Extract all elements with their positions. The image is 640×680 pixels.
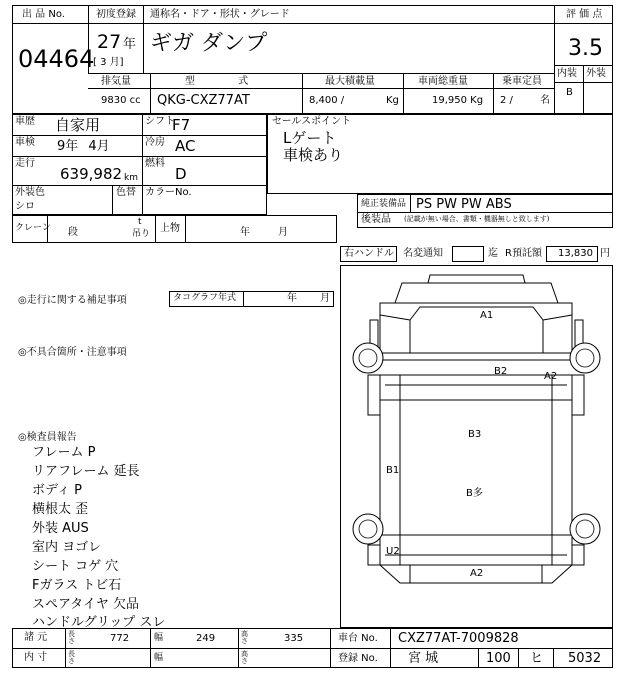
divider [390, 628, 391, 668]
body-month: 月 [278, 227, 288, 238]
aftermarket-label: 後装品 [361, 214, 391, 225]
width-value: 249 [196, 633, 216, 644]
height-value: 335 [284, 633, 304, 644]
divider [238, 628, 239, 668]
inspector-line: シート コゲ 穴 [32, 559, 119, 574]
inner-dimensions-label: 内 寸 [24, 652, 48, 663]
damage-mark: U2 [386, 546, 400, 557]
model-code: QKG-CXZ77AT [157, 93, 250, 108]
sales-point-line: Lゲート [283, 129, 337, 147]
divider [12, 648, 613, 649]
chassis-number: CXZ77AT-7009828 [398, 631, 519, 646]
crane-stage: 段 [68, 227, 78, 238]
plate-number: 5032 [568, 651, 602, 666]
tachograph-month: 月 [320, 293, 330, 304]
divider [112, 185, 113, 215]
inspector-line: 室内 ヨゴレ [32, 540, 102, 555]
width-label: 幅 [154, 633, 164, 643]
model-code-label: 型 式 [185, 76, 249, 87]
inspector-line: ボディ P [32, 483, 82, 498]
inner-width-label: 幅 [154, 653, 164, 663]
divider [88, 23, 554, 24]
shift-value: F7 [172, 116, 191, 134]
recycle-amount: 13,830 [558, 248, 593, 259]
color-change-label: 色替 [116, 187, 136, 198]
divider [330, 628, 331, 668]
driving-notes-label: ◎走行に関する補足事項 [18, 295, 127, 306]
chassis-label: 車台 No. [338, 633, 378, 644]
divider [155, 215, 156, 243]
ac-label: 冷房 [145, 137, 165, 148]
divider [88, 73, 554, 74]
divider [185, 215, 186, 243]
damage-mark: A2 [544, 371, 558, 382]
divider [12, 23, 88, 24]
standard-equipment-label: 純正装備品 [361, 199, 407, 209]
recycle-label: R預託額 [505, 248, 542, 259]
tax-until-label: 迄 [488, 248, 498, 259]
divider [403, 73, 404, 114]
divider [243, 291, 244, 307]
interior-grade-label: 内装 [557, 68, 577, 79]
gross-weight-label: 車両総重量 [418, 76, 468, 87]
mileage-unit: km [124, 173, 138, 183]
history-value: 自家用 [55, 116, 101, 134]
standard-equipment: PS PW PW ABS [416, 197, 512, 212]
yen-label: 円 [600, 248, 610, 259]
fuel-value: D [175, 165, 187, 183]
name-change-box [452, 246, 484, 262]
divider [357, 212, 613, 213]
length-value: 772 [110, 633, 130, 644]
details-frame [12, 114, 267, 215]
divider [554, 5, 555, 114]
divider [143, 23, 144, 73]
grade-score: 3.5 [568, 36, 603, 61]
vehicle-name-label: 通称名・ドア・形状・グレード [150, 9, 290, 20]
damage-mark: A2 [470, 568, 484, 579]
registration-year: 27 [97, 31, 122, 53]
divider [583, 65, 584, 114]
grade-label: 評 価 点 [566, 9, 603, 20]
inspector-line: スペアタイヤ 欠品 [32, 597, 139, 612]
name-change-label: 名変通知 [403, 248, 443, 259]
interior-grade: B [566, 87, 573, 98]
max-load-unit: Kg [386, 95, 399, 106]
gross-weight: 19,950 Kg [432, 95, 484, 106]
plate-class: 100 [486, 651, 511, 666]
inspector-line: リアフレーム 延長 [32, 464, 140, 479]
damage-mark: A1 [480, 310, 494, 321]
max-load: 8,400 / [309, 95, 345, 106]
height-label: 高さ [241, 630, 248, 645]
registration-year-unit: 年 [123, 37, 137, 52]
model-name: ギガ ダンプ [150, 31, 268, 56]
divider [88, 88, 554, 89]
dimensions-label: 諸 元 [24, 632, 48, 643]
body-year: 年 [240, 227, 250, 238]
length-label: 長さ [68, 630, 75, 645]
divider [554, 23, 613, 24]
divider [143, 5, 144, 23]
divider [12, 185, 267, 186]
displacement-label: 排気量 [101, 76, 131, 87]
history-label: 車歴 [15, 116, 35, 127]
divider [410, 194, 411, 212]
color-number-label: カラーNo. [145, 187, 192, 198]
body-label: 上物 [160, 223, 180, 234]
registration-month: [ 3 月] [93, 57, 124, 68]
exterior-color-label: 外装色 [15, 187, 45, 198]
right-hand-drive: 右ハンドル [344, 248, 394, 259]
damage-mark: B3 [468, 429, 482, 440]
divider [142, 114, 143, 215]
damage-mark: B1 [386, 465, 400, 476]
capacity: 2 / [500, 95, 513, 106]
inner-length-label: 長さ [68, 650, 75, 665]
divider [150, 73, 151, 114]
damage-mark: B2 [494, 366, 508, 377]
shift-label: シフト [145, 116, 175, 127]
exterior-grade-label: 外装 [586, 68, 606, 79]
divider [12, 135, 267, 136]
inspector-line: ハンドルグリップ スレ [32, 615, 166, 630]
tachograph-label: タコグラフ年式 [173, 293, 237, 303]
capacity-unit: 名 [540, 95, 550, 106]
aftermarket-note: (記載が無い場合、書類・機器無しと致します) [404, 215, 550, 223]
lot-number: 04464 [18, 45, 95, 73]
inspector-line: Fガラス トビ石 [32, 578, 122, 593]
inspector-line: フレーム P [32, 445, 96, 460]
crane-label: クレーン [15, 223, 51, 233]
fuel-label: 燃料 [145, 158, 165, 169]
inspection-label: 車検 [15, 137, 35, 148]
lot-number-label: 出 品 No. [22, 9, 65, 20]
defects-label: ◎不具合箇所・注意事項 [18, 347, 127, 358]
exterior-color-value: シロ [15, 201, 35, 212]
inspector-line: 外装 AUS [32, 521, 89, 536]
divider [518, 648, 519, 668]
inspection-value: 9年 4月 [57, 139, 110, 154]
plate-region: 宮 城 [408, 651, 439, 666]
mileage-label: 走行 [15, 158, 35, 169]
sales-point-label: セールスポイント [272, 116, 352, 127]
plate-kana: ヒ [530, 651, 544, 666]
divider [65, 628, 66, 668]
divider [553, 648, 554, 668]
inner-height-label: 高さ [241, 650, 248, 665]
capacity-label: 乗車定員 [502, 76, 542, 87]
divider [554, 82, 613, 83]
divider [12, 156, 267, 157]
divider [478, 648, 479, 668]
inspector-line: 横根太 歪 [32, 502, 89, 517]
divider [302, 73, 303, 114]
ac-value: AC [175, 137, 196, 155]
first-registration-label: 初度登録 [96, 9, 136, 20]
max-load-label: 最大積載量 [325, 76, 375, 87]
sales-point-line: 車検あり [283, 146, 344, 164]
mileage-value: 639,982 [60, 165, 123, 183]
crane-lift: 吊り [132, 229, 151, 239]
tachograph-year: 年 [287, 293, 297, 304]
displacement: 9830 cc [101, 95, 141, 106]
divider [493, 73, 494, 114]
damage-mark: B多 [466, 488, 483, 499]
plate-label: 登録 No. [338, 653, 378, 664]
inspector-report-label: ◎検査員報告 [18, 432, 77, 443]
crane-capacity-unit: t [138, 217, 142, 227]
divider [150, 628, 151, 668]
